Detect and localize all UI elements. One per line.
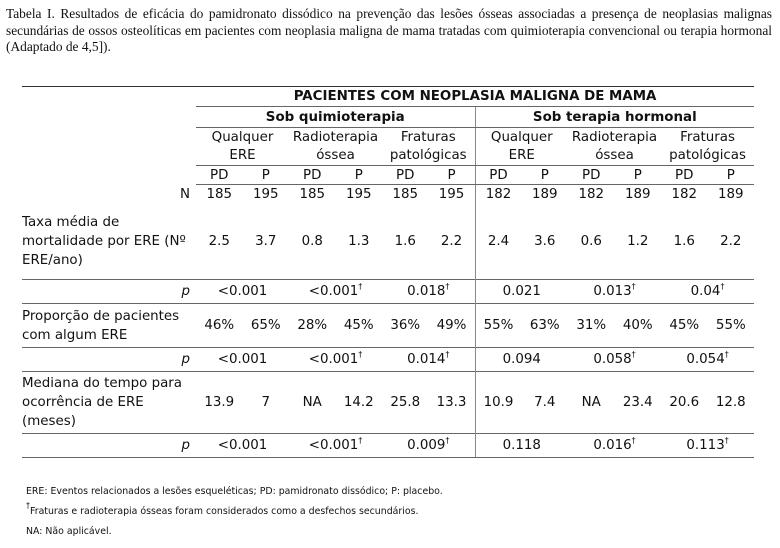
p-value xyxy=(475,434,568,458)
data-cell: 46% xyxy=(196,304,243,348)
dagger-mark: † xyxy=(26,501,30,510)
p-value xyxy=(568,280,661,304)
outcome-header: Fraturas xyxy=(680,129,735,145)
data-cell: 55% xyxy=(708,304,755,348)
data-cell: 63% xyxy=(522,304,569,348)
row-label-blank xyxy=(22,147,196,166)
p-value xyxy=(661,280,754,304)
n-value: 195 xyxy=(438,186,465,202)
group-header: Sob terapia hormonal xyxy=(475,107,754,128)
footnote-text: Fraturas e radioterapia ósseas foram considerados como a desfechos secundários. xyxy=(30,506,419,517)
p-text: <0.001 xyxy=(217,352,268,367)
n-value: 189 xyxy=(718,186,744,202)
dagger-mark: † xyxy=(358,436,363,445)
arm-row xyxy=(22,166,754,185)
dagger-mark: † xyxy=(631,282,636,291)
p-text: 0.113 xyxy=(686,438,725,453)
n-row xyxy=(22,185,754,204)
p-value xyxy=(661,434,754,458)
abbreviations-note: ERE: Eventos relacionados a lesões esqueléticas; PD: pamidronato dissódico; P: placebo. xyxy=(26,486,443,497)
n-value: 182 xyxy=(578,186,605,202)
data-row xyxy=(22,304,754,348)
table-caption: Tabela I. Resultados de eficácia do pamidronato dissódico na prevenção das lesões ósseas associadas a presença de neoplasias malignas secundárias de ossos osteolíticas em pacientes com neoplasia maligna de mama tratadas com quimioterapia convencional ou terapia hormonal (Adaptado de 4,5]). xyxy=(6,6,772,54)
arm-label: PD xyxy=(568,166,615,185)
dagger-mark: † xyxy=(445,350,450,359)
data-cell: 40% xyxy=(615,304,662,348)
p-value xyxy=(289,280,382,304)
p-value xyxy=(196,280,289,304)
p-text: 0.018 xyxy=(407,284,446,299)
super-header-row xyxy=(22,87,754,107)
data-row xyxy=(22,372,754,434)
n-value: 185 xyxy=(392,186,419,202)
data-cell: 1.6 xyxy=(673,233,695,249)
data-cell: 45% xyxy=(661,304,708,348)
p-value xyxy=(382,348,475,372)
row-label-blank xyxy=(22,107,196,128)
data-cell: 1.2 xyxy=(627,233,649,249)
p-value xyxy=(568,434,661,458)
row-label: Taxa média de mortalidade por ERE (Nº ERE/ano) xyxy=(22,214,186,268)
data-cell: 3.6 xyxy=(534,233,556,249)
data-cell: 14.2 xyxy=(336,372,383,434)
dagger-mark: † xyxy=(445,436,450,445)
outcome-header: óssea xyxy=(568,147,661,166)
p-value xyxy=(475,280,568,304)
dagger-mark: † xyxy=(720,282,725,291)
n-label: N xyxy=(179,186,190,202)
na-note: NA: Não aplicável. xyxy=(26,526,112,537)
row-label-blank xyxy=(22,87,196,107)
row-label-blank xyxy=(22,128,196,147)
outcome-header: ERE xyxy=(475,147,568,166)
p-value xyxy=(382,280,475,304)
p-text: 0.054 xyxy=(686,352,725,367)
group-header: Sob quimioterapia xyxy=(196,107,475,128)
data-row xyxy=(22,204,754,280)
arm-label: PD xyxy=(196,166,243,185)
arm-label: P xyxy=(336,166,383,185)
p-text: <0.001 xyxy=(308,438,359,453)
p-value xyxy=(382,434,475,458)
data-cell: 7.4 xyxy=(522,372,569,434)
arm-label: P xyxy=(615,166,662,185)
p-value xyxy=(196,434,289,458)
outcome-header: óssea xyxy=(289,147,382,166)
data-cell: 13.9 xyxy=(196,372,243,434)
outcome-header: Qualquer xyxy=(475,128,568,147)
p-text: 0.021 xyxy=(502,284,541,299)
arm-label: P xyxy=(708,166,755,185)
outcome-header: patológicas xyxy=(382,147,475,166)
arm-label: P xyxy=(429,166,476,185)
n-value: 185 xyxy=(206,186,233,202)
n-value: 195 xyxy=(252,186,279,202)
data-cell: 10.9 xyxy=(475,372,522,434)
data-cell: 2.4 xyxy=(475,204,522,280)
outcome-header: Qualquer xyxy=(211,129,274,145)
data-cell: 49% xyxy=(429,304,476,348)
p-text: <0.001 xyxy=(217,284,268,299)
data-cell: 55% xyxy=(475,304,522,348)
p-label: p xyxy=(22,348,196,372)
outcome-header-row xyxy=(22,147,754,166)
efficacy-table xyxy=(22,86,744,458)
data-cell: NA xyxy=(568,372,615,434)
p-text: 0.014 xyxy=(407,352,446,367)
data-cell: 0.8 xyxy=(301,233,323,249)
n-value: 182 xyxy=(475,185,522,204)
n-value: 189 xyxy=(531,186,558,202)
data-cell: 23.4 xyxy=(615,372,662,434)
group-header-row xyxy=(22,107,754,128)
p-value xyxy=(289,348,382,372)
data-cell: 2.2 xyxy=(720,233,742,249)
data-cell: 31% xyxy=(568,304,615,348)
data-cell: 7 xyxy=(243,372,290,434)
data-cell: 28% xyxy=(289,304,336,348)
p-text: <0.001 xyxy=(308,284,359,299)
outcome-header: Radioterapia xyxy=(292,129,379,145)
footnote-note xyxy=(26,502,443,522)
row-label: Proporção de pacientes com algum ERE xyxy=(22,304,196,348)
data-cell: NA xyxy=(289,372,336,434)
p-row xyxy=(22,280,754,304)
row-label-blank xyxy=(22,166,196,185)
dagger-mark: † xyxy=(631,436,636,445)
arm-label: P xyxy=(243,166,290,185)
n-value: 189 xyxy=(624,186,651,202)
outcome-header: ERE xyxy=(196,147,289,166)
outcome-header: patológicas xyxy=(661,147,754,166)
data-cell: 65% xyxy=(243,304,290,348)
arm-label: PD xyxy=(382,166,429,185)
dagger-mark: † xyxy=(358,282,363,291)
p-text: 0.094 xyxy=(502,352,541,367)
p-text: 0.118 xyxy=(502,438,541,453)
p-row xyxy=(22,348,754,372)
p-text: <0.001 xyxy=(217,438,268,453)
row-label: Mediana do tempo para ocorrência de ERE (meses) xyxy=(22,372,196,434)
data-cell: 0.6 xyxy=(580,233,602,249)
outcome-header: Fraturas xyxy=(400,129,456,145)
data-cell: 20.6 xyxy=(661,372,708,434)
arm-label: PD xyxy=(289,166,336,185)
p-value xyxy=(661,348,754,372)
p-text: 0.016 xyxy=(593,438,632,453)
n-value: 195 xyxy=(345,186,372,202)
p-label: p xyxy=(22,280,196,304)
outcome-header-row xyxy=(22,128,754,147)
p-label: p xyxy=(22,434,196,458)
arm-label: PD xyxy=(475,166,522,185)
dagger-mark: † xyxy=(724,436,729,445)
p-text: 0.009 xyxy=(407,438,446,453)
data-cell: 2.2 xyxy=(440,233,463,249)
p-text: 0.058 xyxy=(593,352,632,367)
p-value xyxy=(196,348,289,372)
dagger-mark: † xyxy=(631,350,636,359)
data-cell: 36% xyxy=(382,304,429,348)
data-cell: 25.8 xyxy=(382,372,429,434)
data-cell: 13.3 xyxy=(429,372,476,434)
outcome-header: Radioterapia xyxy=(571,129,658,145)
dagger-mark: † xyxy=(724,350,729,359)
data-cell: 1.6 xyxy=(394,233,416,249)
p-text: 0.04 xyxy=(690,284,721,299)
p-value xyxy=(289,434,382,458)
arm-label: P xyxy=(522,166,569,185)
p-text: <0.001 xyxy=(308,352,359,367)
data-cell: 12.8 xyxy=(708,372,755,434)
super-header: PACIENTES COM NEOPLASIA MALIGNA DE MAMA xyxy=(196,87,754,107)
p-value xyxy=(568,348,661,372)
p-text: 0.013 xyxy=(593,284,632,299)
data-cell: 2.5 xyxy=(208,233,230,249)
dagger-mark: † xyxy=(358,350,363,359)
n-value: 185 xyxy=(299,186,326,202)
data-cell: 1.3 xyxy=(348,233,370,249)
data-cell: 3.7 xyxy=(255,233,277,249)
p-row xyxy=(22,434,754,458)
arm-label: PD xyxy=(661,166,708,185)
n-value: 182 xyxy=(671,186,698,202)
dagger-mark: † xyxy=(445,282,450,291)
table-notes xyxy=(26,482,443,542)
data-cell: 45% xyxy=(336,304,383,348)
p-value xyxy=(475,348,568,372)
